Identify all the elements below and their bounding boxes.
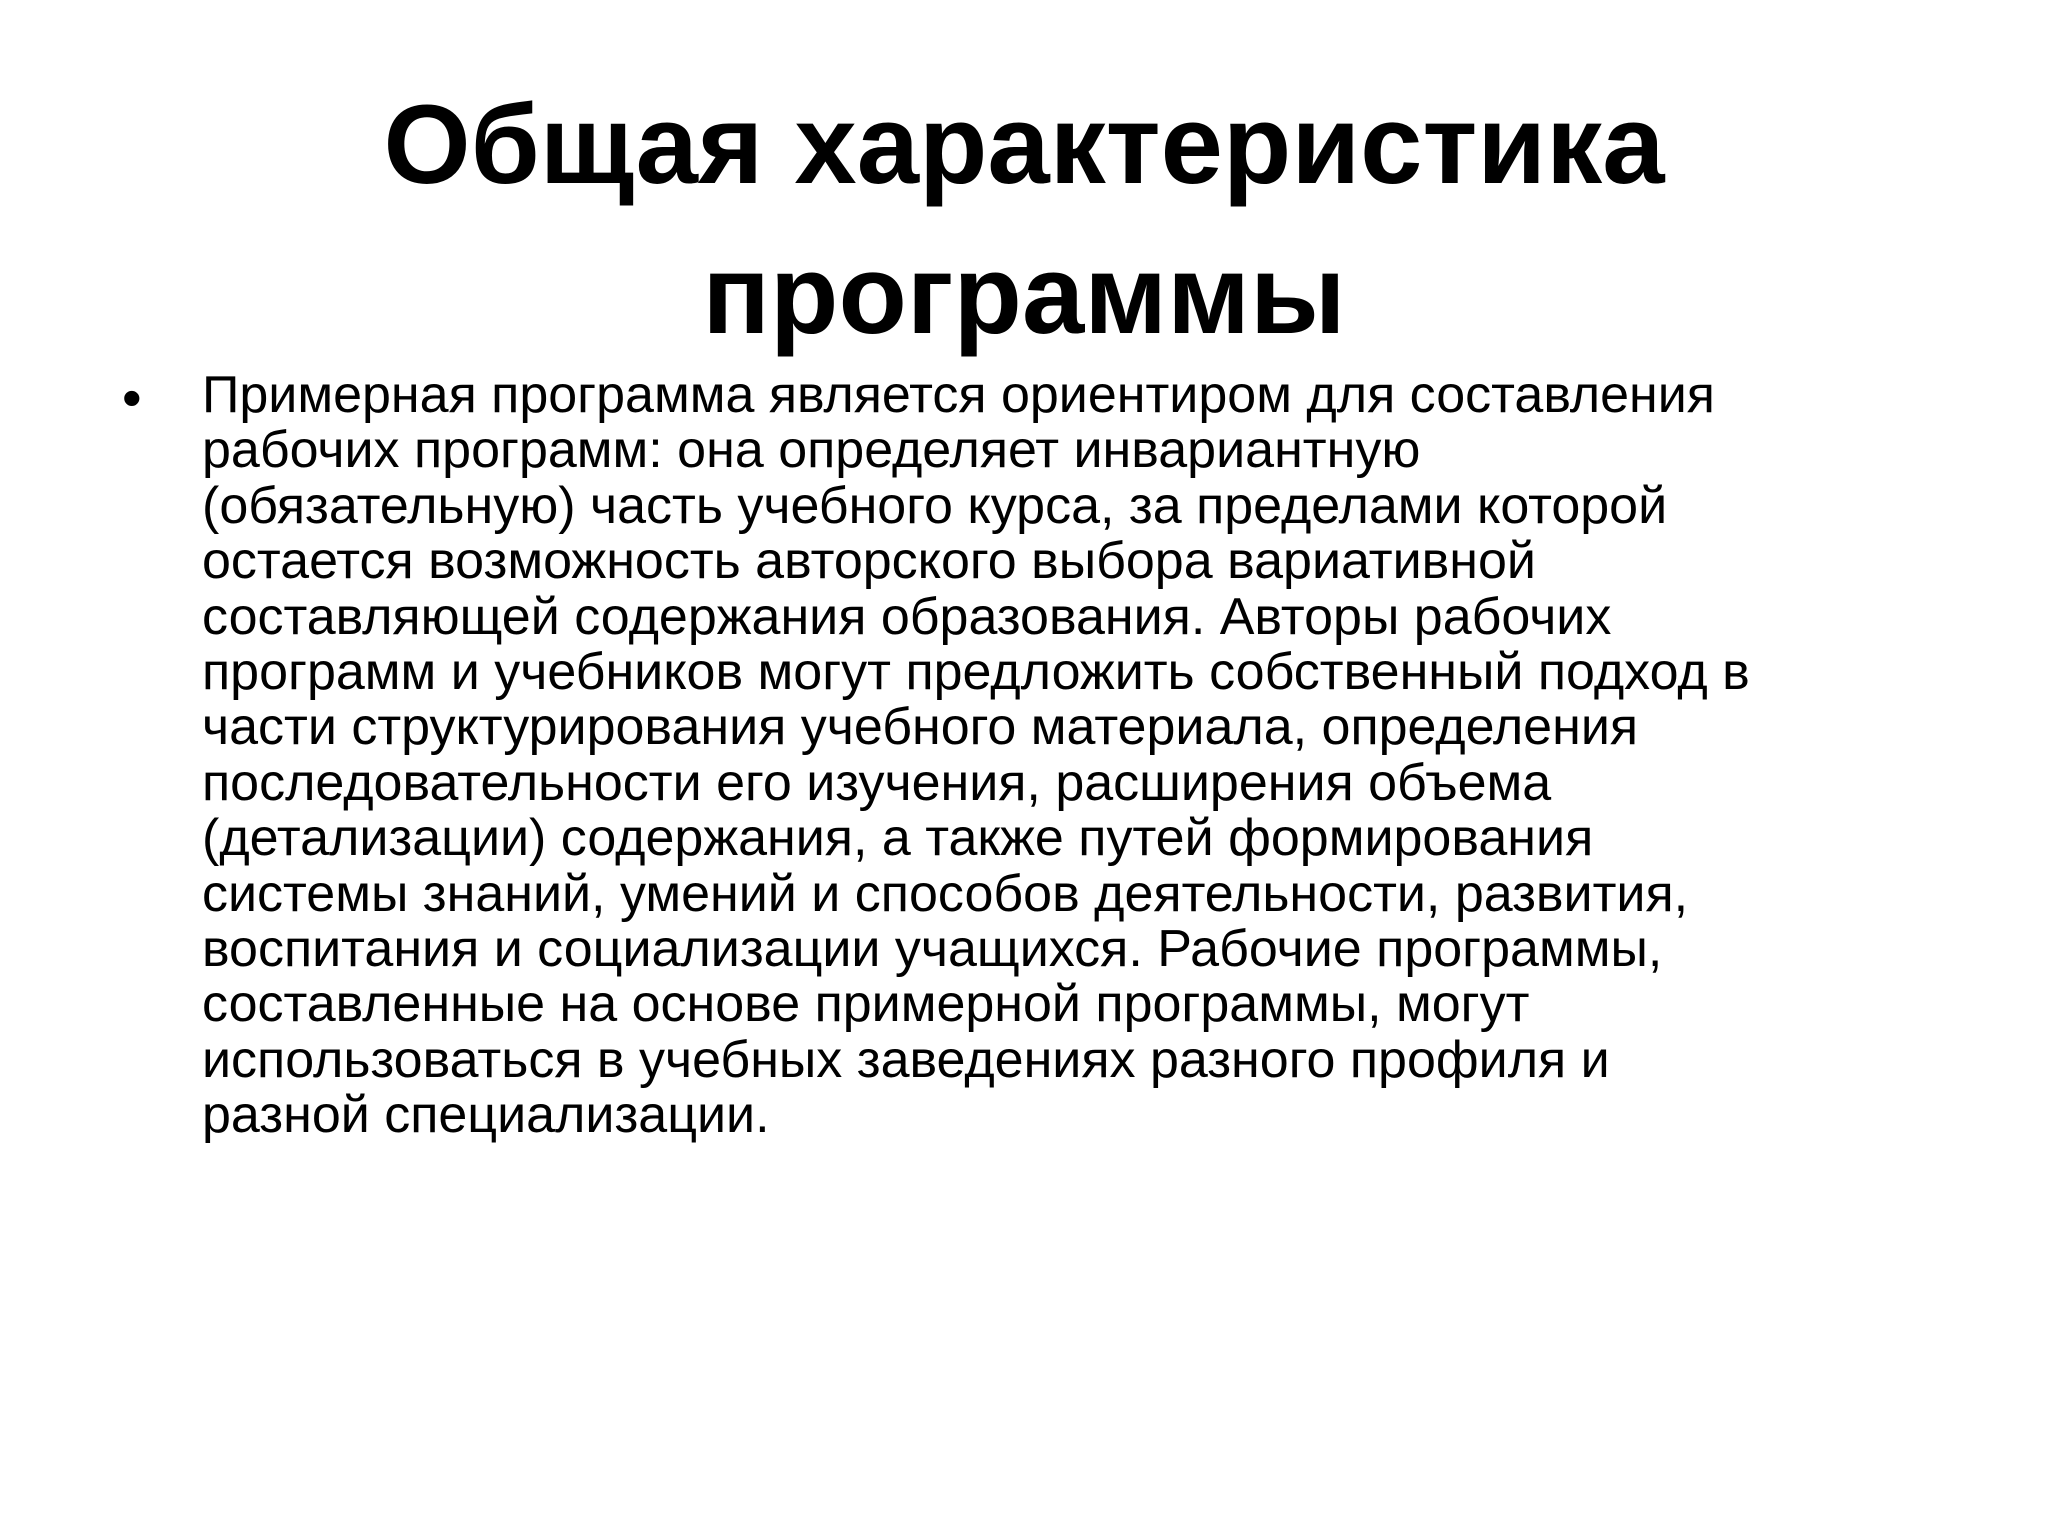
paragraph-line: части структурирования учебного материала, определения — [202, 698, 1639, 757]
paragraph-line: составляющей содержания образования. Авторы рабочих — [202, 587, 1612, 646]
slide-title-line: Общая характеристика — [383, 82, 1665, 207]
paragraph-line: последовательности его изучения, расширения объема — [202, 753, 1552, 812]
paragraph-line: Примерная программа является ориентиром для составления — [202, 366, 1715, 424]
bullet-marker: • — [122, 366, 142, 429]
paragraph-line: воспитания и социализации учащихся. Рабочие программы, — [202, 920, 1663, 979]
paragraph-line: разной специализации. — [202, 1086, 770, 1145]
paragraph-line: остается возможность авторского выбора вариативной — [202, 532, 1536, 591]
paragraph-line: системы знаний, умений и способов деятельности, развития, — [202, 864, 1689, 923]
paragraph-line: (детализации) содержания, а также путей формирования — [202, 809, 1594, 868]
paragraph-line: (обязательную) часть учебного курса, за пределами которой — [202, 476, 1668, 535]
paragraph-line: использоваться в учебных заведениях разного профиля и — [202, 1030, 1610, 1089]
paragraph-line: составленные на основе примерной программы, могут — [202, 975, 1530, 1034]
slide-title-line: программы — [702, 232, 1346, 357]
paragraph-line: программ и учебников могут предложить собственный подход в — [202, 643, 1750, 702]
slide-title — [100, 70, 1948, 370]
paragraph-line: рабочих программ: она определяет инвариантную — [202, 421, 1421, 480]
bullet-paragraph — [202, 368, 2002, 1144]
